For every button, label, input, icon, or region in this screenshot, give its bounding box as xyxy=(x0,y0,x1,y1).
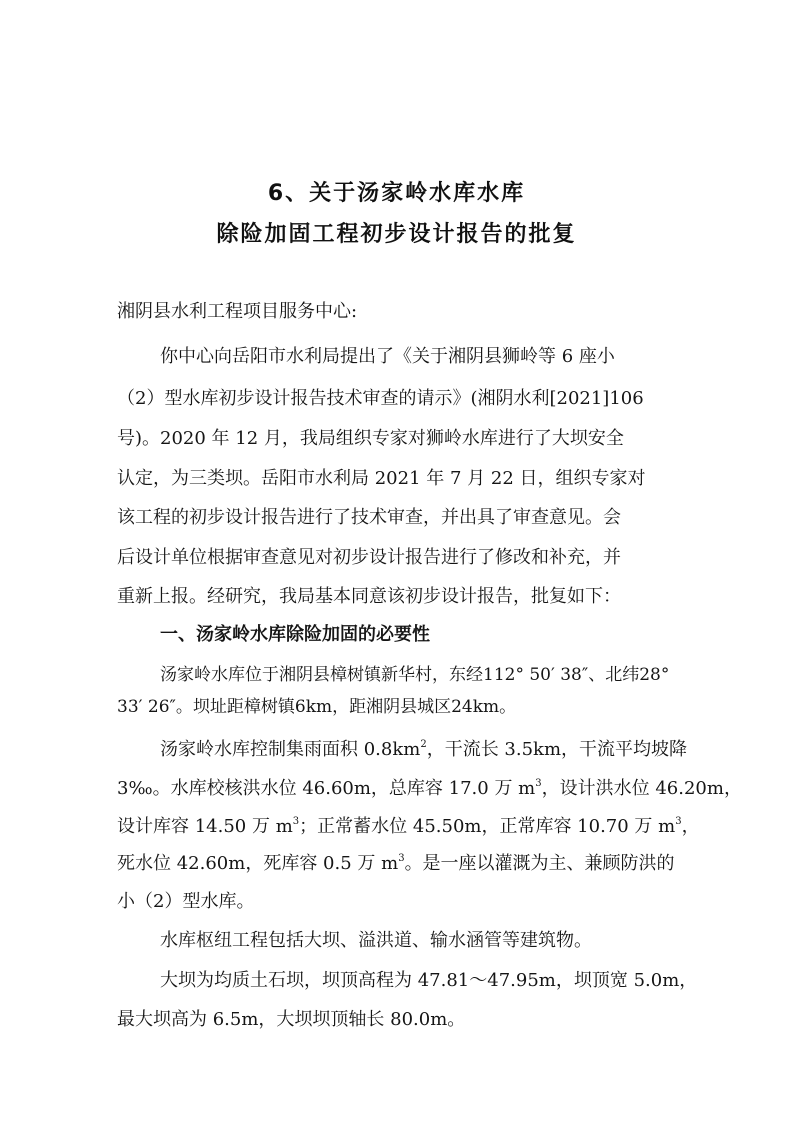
dam-line-1: 大坝为均质土石坝，坝顶高程为 47.81～47.95m，坝顶宽 5.0m， xyxy=(160,970,698,991)
hydro-text: ，干流长 3.5km，干流平均坡降 xyxy=(426,739,688,760)
hydro-text: 设计库容 14.50 万 m xyxy=(117,816,293,837)
hydro-line-3 xyxy=(117,812,700,838)
dam-line-2: 最大坝高为 6.5m，大坝坝顶轴长 80.0m。 xyxy=(117,1009,466,1030)
hydro-text: ， xyxy=(681,816,700,837)
location-line-1: 汤家岭水库位于湘阴县樟树镇新华村，东经112° 50′ 38″、北纬28° xyxy=(160,665,670,685)
hydro-text: ，设计洪水位 46.20m， xyxy=(541,778,742,799)
hydro-line-4 xyxy=(117,849,675,875)
intro-line-5: 该工程的初步设计报告进行了技术审查，并出具了审查意见。会 xyxy=(117,507,621,528)
hydro-text: 3‰。水库校核洪水位 46.60m，总库容 17.0 万 m xyxy=(117,778,536,799)
intro-line-6: 后设计单位根据审查意见对初步设计报告进行了修改和补充，并 xyxy=(117,547,621,568)
hydro-text: ；正常蓄水位 45.50m，正常库容 10.70 万 m xyxy=(299,816,676,837)
intro-line-2: （2）型水库初步设计报告技术审查的请示》(湘阴水利[2021]106 xyxy=(117,388,644,409)
location-line-2: 33′ 26″。坝址距樟树镇6km，距湘阴县城区24km。 xyxy=(117,697,517,717)
structures-line: 水库枢纽工程包括大坝、溢洪道、输水涵管等建筑物。 xyxy=(160,930,592,951)
intro-line-1: 你中心向岳阳市水利局提出了《关于湘阴县狮岭等 6 座小 xyxy=(160,346,615,367)
section-1-heading: 一、汤家岭水库除险加固的必要性 xyxy=(160,624,430,645)
intro-line-7: 重新上报。经研究，我局基本同意该初步设计报告，批复如下： xyxy=(117,586,621,607)
hydro-text: 死水位 42.60m，死库容 0.5 万 m xyxy=(117,853,399,874)
superscript: 3 xyxy=(292,816,300,827)
intro-line-3: 号)。2020 年 12 月，我局组织专家对狮岭水库进行了大坝安全 xyxy=(117,428,624,449)
hydro-line-2 xyxy=(117,774,742,800)
hydro-text: 。是一座以灌溉为主、兼顾防洪的 xyxy=(404,853,675,874)
addressee: 湘阴县水利工程项目服务中心: xyxy=(117,301,358,322)
hydro-line-1 xyxy=(160,735,687,761)
superscript: 2 xyxy=(420,739,427,750)
hydro-text: 汤家岭水库控制集雨面积 0.8km xyxy=(160,739,421,760)
superscript: 3 xyxy=(398,853,405,864)
superscript: 3 xyxy=(675,816,682,827)
hydro-line-5: 小（2）型水库。 xyxy=(117,891,255,912)
document-title-line-2: 除险加固工程初步设计报告的批复 xyxy=(216,222,577,247)
document-title-line-1: 6、关于汤家岭水库水库 xyxy=(267,181,526,206)
superscript: 3 xyxy=(535,778,542,789)
intro-line-4: 认定，为三类坝。岳阳市水利局 2021 年 7 月 22 日，组织专家对 xyxy=(117,468,646,489)
